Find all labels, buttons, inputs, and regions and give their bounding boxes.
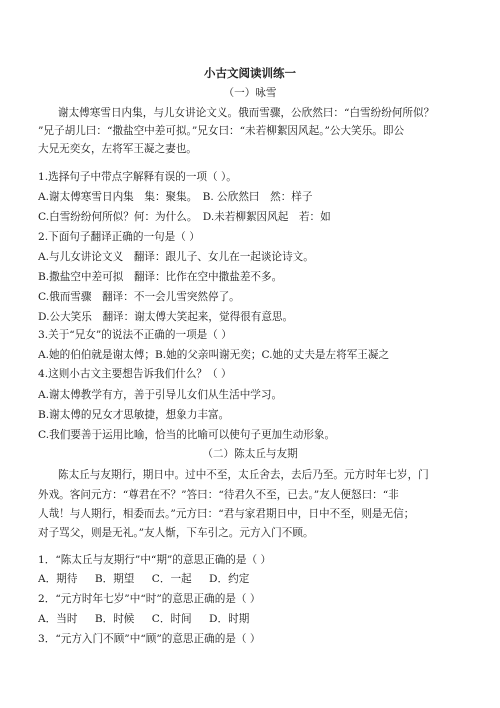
- s1-q4-option-a: A.谢太傅教学有方，善于引导儿女们从生活中学习。: [38, 389, 283, 401]
- s1-q4-stem: 4.这则小古文主要想告诉我们什么？（ ）: [38, 368, 232, 380]
- section1-heading: （一）咏雪: [223, 87, 277, 99]
- s1-q1-options-cd: C.白雪纷纷何所似？何：为什么。 D.未若柳絮因风起 若：如: [38, 211, 331, 223]
- s2-q1-options: [38, 572, 470, 586]
- s1-q4-option-c: C.我们要善于运用比喻，恰当的比喻可以使句子更加生动形象。: [38, 429, 336, 441]
- s2-q2-option-c: C．时间: [151, 613, 192, 625]
- section2-heading: （二）陈太丘与友期: [202, 448, 298, 460]
- worksheet-title: 小古文阅读训练一: [204, 66, 296, 80]
- s2-q2-stem: 2．“元方时年七岁”中“时”的意思正确的是（ ）: [38, 593, 261, 605]
- s2-q1-option-a: A．期待: [38, 573, 78, 585]
- s2-q1-option-d: D．约定: [209, 573, 250, 585]
- s2-q2-option-a: A．当时: [38, 613, 78, 625]
- s1-passage-line-2: ”兄子胡儿曰：“撒盐空中差可拟。”兄女曰：“未若柳絮因风起。”公大笑乐。即公: [38, 125, 405, 137]
- s2-passage-line-3: 人哉！与人期行，相委而去。”元方曰：“君与家君期日中，日中不至，则是无信；: [38, 508, 415, 520]
- s1-q2-option-c: C.俄而雪骤 翻译：不一会儿雪突然停了。: [38, 291, 240, 303]
- s2-q2-options: [38, 612, 470, 626]
- s2-q2-option-d: D．时期: [209, 613, 250, 625]
- s1-q3-stem: 3.关于“兄女”的说法不正确的一项是（ ）: [38, 329, 232, 341]
- s2-q2-option-b: B．时候: [94, 613, 135, 625]
- s2-passage-line-1: 陈太丘与友期行，期日中。过中不至，太丘舍去，去后乃至。元方时年七岁，门: [58, 469, 429, 481]
- s1-q2-option-d: D.公大笑乐 翻译：谢太傅大笑起来，觉得很有意思。: [38, 311, 294, 323]
- s1-q1-stem: 1.选择句子中带点字解释有误的一项（ ）。: [38, 171, 237, 183]
- s1-q2-stem: 2.下面句子翻译正确的一句是（ ）: [38, 231, 200, 243]
- s2-passage-line-4: 对子骂父，则是无礼。”友人惭，下车引之。元方入门不顾。: [38, 527, 314, 539]
- s1-q4-option-b: B.谢太傅的兄女才思敏捷，想象力丰富。: [38, 409, 230, 421]
- s1-q2-option-b: B.撒盐空中差可拟 翻译：比作在空中撒盐差不多。: [38, 271, 283, 283]
- s2-q1-option-b: B．期望: [94, 573, 135, 585]
- s2-q1-stem: 1．“陈太丘与友期行”中“期”的意思正确的是（ ）: [38, 554, 272, 566]
- s1-q3-options: A.她的伯伯就是谢太傅；B.她的父亲叫谢无奕；C.她的丈夫是左将军王凝之: [38, 349, 390, 361]
- s2-passage-line-2: 外戏。客问元方：“尊君在不？”答曰：“待君久不至，已去。”友人便怒曰：“非: [38, 489, 399, 501]
- s1-q1-options-ab: A.谢太傅寒雪日内集 集：聚集。 B. 公欣然曰 然：样子: [38, 191, 313, 203]
- s2-q1-option-c: C．一起: [151, 573, 192, 585]
- s2-q3-stem: 3．“元方入门不顾”中“顾”的意思正确的是（ ）: [38, 633, 261, 645]
- s1-q2-option-a: A.与儿女讲论文义 翻译：跟儿子、女儿在一起谈论诗文。: [38, 251, 314, 263]
- s1-passage-line-1: 谢太傅寒雪日内集，与儿女讲论文义。俄而雪骤，公欣然曰：“白雪纷纷何所似？: [58, 107, 435, 119]
- s1-passage-line-3: 大兄无奕女，左将军王凝之妻也。: [38, 143, 197, 155]
